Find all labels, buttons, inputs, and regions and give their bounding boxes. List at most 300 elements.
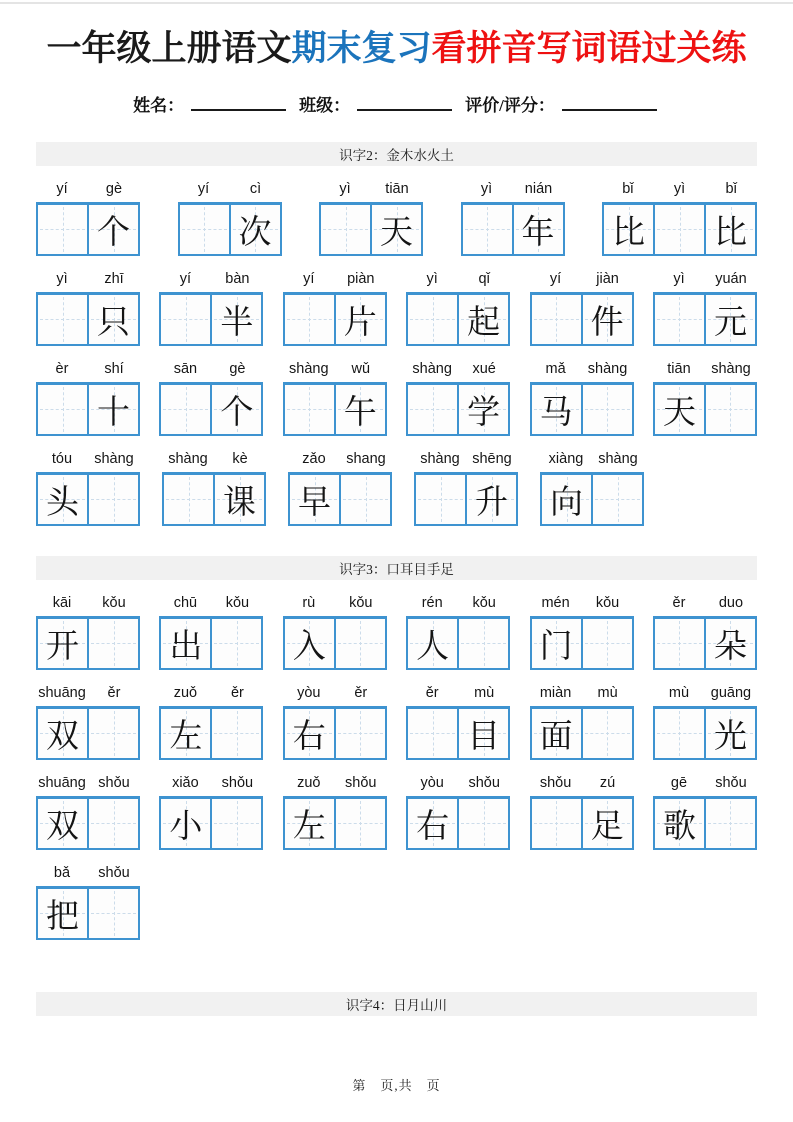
pinyin-syllable: shàng bbox=[711, 360, 751, 377]
grid-cell-filled bbox=[457, 295, 508, 344]
blank-line bbox=[562, 96, 657, 111]
word-item bbox=[159, 361, 263, 436]
pinyin-label bbox=[36, 865, 140, 883]
word-item bbox=[159, 271, 263, 346]
character bbox=[38, 295, 87, 344]
grid-cell-filled bbox=[532, 619, 581, 668]
character bbox=[655, 619, 704, 668]
character bbox=[532, 295, 581, 344]
grid-cell-filled bbox=[704, 709, 755, 758]
pinyin-syllable: shuāng bbox=[38, 684, 86, 701]
word-item bbox=[406, 595, 510, 670]
grid-cell-empty bbox=[704, 385, 755, 434]
pinyin-syllable: kè bbox=[232, 450, 248, 467]
character: 片 bbox=[343, 304, 377, 341]
character bbox=[180, 205, 229, 254]
pinyin-syllable: shǒu bbox=[539, 774, 572, 791]
pinyin-syllable: ěr bbox=[354, 684, 368, 701]
page-title-segment: 一年级上册语文 bbox=[46, 29, 292, 68]
pinyin-label bbox=[283, 775, 387, 793]
pinyin-syllable: kǒu bbox=[595, 594, 620, 611]
word-item bbox=[319, 181, 423, 256]
character: 双 bbox=[46, 808, 79, 845]
pinyin-label bbox=[36, 595, 140, 613]
pinyin-label bbox=[159, 685, 263, 703]
writing-grid bbox=[319, 202, 423, 256]
pinyin-syllable: shàng bbox=[168, 450, 208, 467]
pinyin-syllable: piàn bbox=[347, 270, 375, 287]
character: 小 bbox=[169, 808, 203, 845]
pinyin-syllable: zuǒ bbox=[297, 774, 321, 791]
grid-cell-filled bbox=[38, 799, 87, 848]
writing-grid bbox=[540, 472, 644, 526]
grid-cell-empty bbox=[87, 619, 138, 668]
grid-cell-filled bbox=[581, 295, 632, 344]
character: 朵 bbox=[713, 628, 747, 665]
character bbox=[408, 295, 457, 344]
writing-grid bbox=[406, 382, 510, 436]
character: 半 bbox=[220, 304, 254, 341]
grid-cell-empty bbox=[87, 709, 138, 758]
grid-cell-filled bbox=[213, 475, 264, 524]
field-label: 班级： bbox=[299, 95, 351, 115]
pinyin-syllable: gē bbox=[670, 774, 688, 791]
grid-cell-filled bbox=[38, 619, 87, 668]
character: 升 bbox=[475, 484, 508, 521]
grid-cell-filled bbox=[370, 205, 421, 254]
grid-cell-empty bbox=[704, 799, 755, 848]
grid-cell-empty bbox=[87, 475, 138, 524]
grid-cell-filled bbox=[38, 889, 87, 938]
pinyin-syllable: zǎo bbox=[302, 450, 326, 467]
writing-grid bbox=[36, 616, 140, 670]
character bbox=[161, 295, 210, 344]
pinyin-syllable: kāi bbox=[52, 594, 72, 611]
section-header bbox=[36, 556, 757, 580]
word-item bbox=[461, 181, 565, 256]
character: 天 bbox=[380, 214, 413, 251]
writing-grid bbox=[530, 706, 634, 760]
word-item bbox=[36, 361, 140, 436]
grid-cell-empty bbox=[334, 709, 385, 758]
pinyin-syllable: jiàn bbox=[596, 270, 619, 287]
pinyin-syllable: shǒu bbox=[221, 774, 254, 791]
grid-cell-empty bbox=[581, 619, 632, 668]
pinyin-label bbox=[406, 595, 510, 613]
pinyin-syllable: chū bbox=[173, 594, 198, 611]
pinyin-syllable: kǒu bbox=[225, 594, 250, 611]
page-title-segment: 看拼音写词语过关练 bbox=[431, 29, 747, 68]
character: 歌 bbox=[662, 808, 696, 845]
grid-cell-empty bbox=[581, 709, 632, 758]
pinyin-label bbox=[162, 451, 266, 469]
pinyin-syllable: mù bbox=[597, 684, 618, 701]
pinyin-label bbox=[406, 775, 510, 793]
pinyin-syllable: cì bbox=[249, 180, 262, 197]
grid-cell-filled bbox=[408, 619, 457, 668]
word-item bbox=[36, 451, 140, 526]
pinyin-label bbox=[653, 775, 757, 793]
character bbox=[416, 475, 465, 524]
grid-cell-filled bbox=[465, 475, 516, 524]
writing-grid bbox=[36, 886, 140, 940]
word-item bbox=[159, 685, 263, 760]
grid-cell-empty bbox=[591, 475, 642, 524]
word-item bbox=[36, 775, 140, 850]
character: 右 bbox=[416, 808, 450, 845]
pinyin-label bbox=[530, 685, 634, 703]
grid-cell-empty bbox=[161, 385, 210, 434]
writing-grid bbox=[414, 472, 518, 526]
grid-cell-filled bbox=[210, 385, 261, 434]
pinyin-label bbox=[530, 271, 634, 289]
writing-grid bbox=[283, 616, 387, 670]
pinyin-label bbox=[653, 685, 757, 703]
character: 左 bbox=[292, 808, 326, 845]
pinyin-syllable: duo bbox=[718, 594, 744, 611]
pinyin-label bbox=[530, 775, 634, 793]
pinyin-syllable: zhī bbox=[104, 270, 124, 287]
character: 入 bbox=[292, 628, 326, 665]
practice-row bbox=[36, 595, 757, 670]
character: 个 bbox=[97, 214, 130, 251]
writing-grid bbox=[36, 796, 140, 850]
practice-row bbox=[36, 775, 757, 850]
grid-cell-filled bbox=[334, 295, 385, 344]
grid-cell-empty bbox=[210, 709, 261, 758]
pinyin-label bbox=[159, 361, 263, 379]
section-title: 识字4：日月山川 bbox=[345, 997, 448, 1013]
character bbox=[38, 205, 87, 254]
character: 比 bbox=[612, 214, 645, 251]
student-field bbox=[465, 91, 660, 116]
writing-grid bbox=[36, 706, 140, 760]
word-item bbox=[602, 181, 757, 256]
pinyin-label bbox=[283, 361, 387, 379]
pinyin-label bbox=[36, 775, 140, 793]
writing-grid bbox=[36, 292, 140, 346]
pinyin-label bbox=[159, 271, 263, 289]
pinyin-label bbox=[36, 451, 140, 469]
grid-cell-empty bbox=[339, 475, 390, 524]
pinyin-syllable: shàng bbox=[94, 450, 134, 467]
character bbox=[89, 709, 138, 758]
worksheet-body bbox=[0, 142, 793, 1016]
character bbox=[89, 619, 138, 668]
character bbox=[336, 709, 385, 758]
pinyin-label bbox=[36, 685, 140, 703]
character: 门 bbox=[539, 628, 573, 665]
word-item bbox=[283, 685, 387, 760]
blank-line bbox=[191, 96, 286, 111]
character: 头 bbox=[46, 484, 79, 521]
word-item bbox=[36, 181, 140, 256]
pinyin-syllable: shàng bbox=[598, 450, 638, 467]
grid-cell-empty bbox=[38, 385, 87, 434]
pinyin-syllable: shǒu bbox=[98, 864, 130, 881]
writing-grid bbox=[602, 202, 757, 256]
word-item bbox=[36, 271, 140, 346]
character bbox=[583, 709, 632, 758]
pinyin-label bbox=[530, 595, 634, 613]
pinyin-label bbox=[283, 271, 387, 289]
grid-cell-filled bbox=[87, 205, 138, 254]
pinyin-label bbox=[178, 181, 282, 199]
character: 光 bbox=[713, 718, 747, 755]
character: 开 bbox=[46, 628, 79, 665]
character bbox=[38, 385, 87, 434]
character bbox=[212, 799, 261, 848]
word-item bbox=[540, 451, 644, 526]
grid-cell-filled bbox=[38, 709, 87, 758]
grid-cell-filled bbox=[512, 205, 563, 254]
grid-cell-filled bbox=[704, 295, 755, 344]
word-item bbox=[530, 595, 634, 670]
character: 起 bbox=[467, 304, 501, 341]
character bbox=[89, 475, 138, 524]
pinyin-syllable: yí bbox=[197, 180, 210, 197]
grid-cell-filled bbox=[457, 709, 508, 758]
grid-cell-empty bbox=[210, 799, 261, 848]
grid-cell-empty bbox=[532, 799, 581, 848]
character: 次 bbox=[238, 214, 272, 251]
writing-grid bbox=[406, 706, 510, 760]
pinyin-syllable: rù bbox=[302, 594, 316, 611]
page-title bbox=[0, 0, 793, 69]
character bbox=[459, 799, 508, 848]
character bbox=[285, 295, 334, 344]
character bbox=[532, 799, 581, 848]
pinyin-syllable: tóu bbox=[51, 450, 73, 467]
writing-grid bbox=[653, 796, 757, 850]
pinyin-syllable: yì bbox=[480, 180, 493, 197]
word-item bbox=[283, 271, 387, 346]
pinyin-syllable: zuǒ bbox=[173, 684, 198, 701]
word-item bbox=[178, 181, 282, 256]
word-item bbox=[653, 685, 757, 760]
pinyin-syllable: zú bbox=[599, 774, 616, 791]
pinyin-syllable: ěr bbox=[230, 684, 244, 701]
pinyin-syllable: sān bbox=[173, 360, 198, 377]
pinyin-syllable: yì bbox=[339, 180, 351, 197]
grid-cell-empty bbox=[164, 475, 213, 524]
pinyin-label bbox=[602, 181, 757, 199]
practice-row bbox=[36, 361, 757, 436]
pinyin-syllable: shàng bbox=[420, 450, 460, 467]
grid-cell-empty bbox=[655, 709, 704, 758]
pinyin-syllable: yì bbox=[426, 270, 438, 287]
word-item bbox=[36, 685, 140, 760]
character bbox=[336, 619, 385, 668]
writing-grid bbox=[159, 292, 263, 346]
pinyin-syllable: guāng bbox=[710, 684, 752, 701]
pinyin-syllable: yì bbox=[673, 270, 685, 287]
word-item bbox=[653, 775, 757, 850]
word-item bbox=[283, 595, 387, 670]
pinyin-label bbox=[288, 451, 392, 469]
pinyin-syllable: yì bbox=[56, 270, 68, 287]
writing-grid bbox=[159, 382, 263, 436]
grid-cell-empty bbox=[38, 295, 87, 344]
grid-cell-empty bbox=[457, 619, 508, 668]
writing-grid bbox=[159, 616, 263, 670]
pinyin-syllable: mǎ bbox=[545, 360, 566, 377]
character: 目 bbox=[467, 718, 501, 755]
grid-cell-filled bbox=[604, 205, 653, 254]
grid-cell-empty bbox=[463, 205, 512, 254]
grid-cell-empty bbox=[321, 205, 370, 254]
pinyin-label bbox=[461, 181, 565, 199]
pinyin-syllable: yí bbox=[303, 270, 315, 287]
writing-grid bbox=[283, 796, 387, 850]
grid-cell-filled bbox=[532, 385, 581, 434]
grid-cell-filled bbox=[334, 385, 385, 434]
character: 面 bbox=[539, 718, 573, 755]
grid-cell-filled bbox=[655, 385, 704, 434]
grid-cell-empty bbox=[285, 295, 334, 344]
section-title: 识字3：口耳目手足 bbox=[339, 561, 454, 577]
pinyin-syllable: tiān bbox=[667, 360, 691, 377]
grid-cell-empty bbox=[87, 799, 138, 848]
section bbox=[36, 142, 757, 526]
pinyin-syllable: ěr bbox=[672, 594, 686, 611]
character bbox=[463, 205, 512, 254]
word-item bbox=[653, 361, 757, 436]
writing-grid bbox=[36, 472, 140, 526]
grid-cell-filled bbox=[87, 295, 138, 344]
pinyin-label bbox=[36, 271, 140, 289]
practice-row bbox=[36, 685, 757, 760]
pinyin-syllable: yì bbox=[673, 180, 686, 197]
character: 个 bbox=[220, 394, 254, 431]
grid-cell-filled bbox=[229, 205, 280, 254]
character: 年 bbox=[521, 214, 555, 251]
pinyin-syllable: shàng bbox=[587, 360, 628, 377]
grid-cell-filled bbox=[290, 475, 339, 524]
student-info-line bbox=[0, 91, 793, 116]
pinyin-label bbox=[406, 361, 510, 379]
word-item bbox=[530, 361, 634, 436]
pinyin-label bbox=[283, 685, 387, 703]
grid-cell-empty bbox=[653, 205, 704, 254]
character: 课 bbox=[223, 484, 256, 521]
character bbox=[212, 619, 261, 668]
writing-grid bbox=[530, 292, 634, 346]
grid-cell-filled bbox=[210, 295, 261, 344]
pinyin-syllable: shēng bbox=[472, 450, 512, 467]
pinyin-label bbox=[653, 361, 757, 379]
grid-cell-filled bbox=[87, 385, 138, 434]
character bbox=[655, 709, 704, 758]
pinyin-syllable: ěr bbox=[107, 684, 121, 701]
character: 午 bbox=[343, 394, 377, 431]
writing-grid bbox=[36, 382, 140, 436]
word-item bbox=[530, 271, 634, 346]
character: 只 bbox=[97, 304, 130, 341]
grid-cell-empty bbox=[532, 295, 581, 344]
grid-cell-empty bbox=[285, 385, 334, 434]
character bbox=[408, 385, 457, 434]
grid-cell-filled bbox=[285, 619, 334, 668]
pinyin-syllable: bǐ bbox=[725, 180, 737, 197]
character bbox=[341, 475, 390, 524]
pinyin-label bbox=[283, 595, 387, 613]
blank-line bbox=[357, 96, 452, 111]
writing-grid bbox=[461, 202, 565, 256]
pinyin-syllable: shǒu bbox=[715, 774, 747, 791]
pinyin-syllable: miàn bbox=[539, 684, 572, 701]
character bbox=[336, 799, 385, 848]
word-item bbox=[414, 451, 518, 526]
pinyin-syllable: èr bbox=[55, 360, 69, 377]
pinyin-label bbox=[36, 181, 140, 199]
grid-cell-empty bbox=[581, 385, 632, 434]
writing-grid bbox=[406, 796, 510, 850]
word-item bbox=[530, 685, 634, 760]
pinyin-syllable: gè bbox=[105, 180, 123, 197]
field-label: 姓名： bbox=[133, 95, 185, 115]
pinyin-syllable: shàng bbox=[289, 360, 329, 377]
character bbox=[583, 385, 632, 434]
pinyin-label bbox=[414, 451, 518, 469]
grid-cell-empty bbox=[38, 205, 87, 254]
character: 天 bbox=[662, 394, 696, 431]
character: 马 bbox=[539, 394, 573, 431]
character: 十 bbox=[97, 394, 130, 431]
field-label: 评价/评分： bbox=[465, 95, 555, 115]
pinyin-syllable: yòu bbox=[297, 684, 321, 701]
writing-grid bbox=[653, 292, 757, 346]
grid-cell-empty bbox=[87, 889, 138, 938]
word-item bbox=[36, 865, 140, 940]
pinyin-label bbox=[540, 451, 644, 469]
section-header bbox=[36, 992, 757, 1016]
grid-cell-empty bbox=[408, 709, 457, 758]
grid-cell-filled bbox=[457, 385, 508, 434]
pinyin-label bbox=[36, 361, 140, 379]
character bbox=[655, 205, 704, 254]
pinyin-label bbox=[406, 271, 510, 289]
pinyin-syllable: shuāng bbox=[38, 774, 86, 791]
grid-cell-empty bbox=[334, 619, 385, 668]
word-item bbox=[36, 595, 140, 670]
character bbox=[583, 619, 632, 668]
character: 早 bbox=[298, 484, 331, 521]
grid-cell-filled bbox=[542, 475, 591, 524]
word-item bbox=[159, 775, 263, 850]
character bbox=[459, 619, 508, 668]
section-header bbox=[36, 142, 757, 166]
word-item bbox=[159, 595, 263, 670]
writing-grid bbox=[159, 796, 263, 850]
character: 出 bbox=[169, 628, 203, 665]
student-field bbox=[299, 91, 455, 116]
grid-cell-filled bbox=[285, 799, 334, 848]
pinyin-label bbox=[159, 595, 263, 613]
page-top-edge bbox=[0, 2, 793, 4]
word-item bbox=[406, 685, 510, 760]
word-item bbox=[530, 775, 634, 850]
grid-cell-empty bbox=[457, 799, 508, 848]
character: 比 bbox=[714, 214, 747, 251]
word-item bbox=[406, 361, 510, 436]
pinyin-syllable: xiàng bbox=[548, 450, 584, 467]
word-item bbox=[653, 271, 757, 346]
grid-cell-empty bbox=[416, 475, 465, 524]
word-item bbox=[288, 451, 392, 526]
character: 元 bbox=[713, 304, 747, 341]
pinyin-syllable: mù bbox=[668, 684, 690, 701]
